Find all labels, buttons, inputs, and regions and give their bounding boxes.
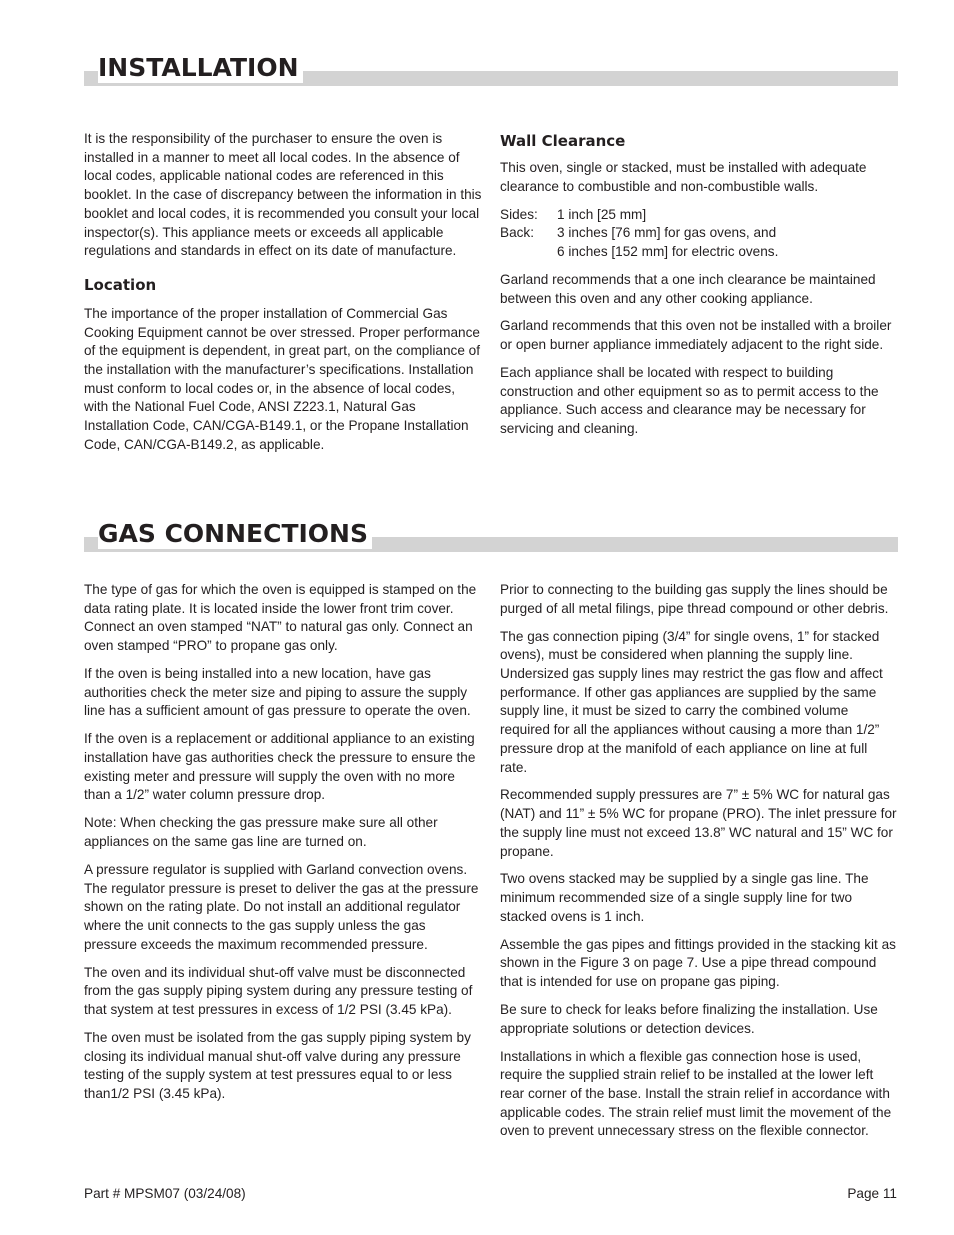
gas-note-paragraph: Note: When checking the gas pressure make sure all other appliances on the same gas line are turned on. [84,815,438,849]
sides-row [500,206,898,225]
gas-left-paragraph: The oven and its individual shut-off valve must be disconnected from the gas supply piping system during any pressure testing of that system at test pressures in excess of 1/2 PSI (3.45 kPa). [84,964,473,1017]
back-label: Back: [500,225,534,241]
gas-left-paragraph: If the oven is being installed into a new location, have gas authorities check the meter size and piping to assure the supply line has a sufficient amount of gas pressure to operate the oven. [84,666,471,719]
footer-part-number: Part # MPSM07 (03/24/08) [84,1186,246,1201]
footer-page-number: Page 11 [847,1186,897,1201]
gas-left-paragraph: A pressure regulator is supplied with Garland convection ovens. The regulator pressure is preset to deliver the gas at the pressure shown on the rating plate. Do not install an additional regulator where the unit connects to the gas supply unless the gas pressure exceeds the maximum recommended pressure. [84,861,479,952]
wall-clearance-paragraph-2: Garland recommends that a one inch clearance be maintained between this oven and any other cooking appliance. [500,271,876,306]
gas-left-paragraph: The type of gas for which the oven is equipped is stamped on the data rating plate. It is located inside the lower front trim cover. Connect an oven stamped “NAT” to natural gas only. Connect an oven stamped “PRO” to propane gas only. [84,582,477,654]
back-value-1: 3 inches [76 mm] for gas ovens, and [557,225,777,241]
wall-clearance-paragraph-4: Each appliance shall be located with respect to building construction and other equipment so as to permit access to the appliance. Such access and clearance may be necessary for servicing and cleaning. [500,365,879,437]
gas-right-paragraph: The gas connection piping (3/4” for single ovens, 1” for stacked ovens), must be considered when planning the supply line. Undersized gas supply lines may restrict the gas flow and affect performance. If other gas appliances are supplied by the same supply line, it must be sized to carry the combined volume required for all the appliances without causing a more than 1/2” pressure drop at the manifold of each appliance on line at full rate. [500,628,883,775]
wall-clearance-paragraph-3: Garland recommends that this oven not be installed with a broiler or open burner appliance immediately adjacent to the right side. [500,318,892,353]
gas-left-column [84,581,482,1113]
gas-right-paragraph: Installations in which a flexible gas connection hose is used, require the supplied strain relief to be installed at the lower left rear corner of the base. Install the strain relief in accordance with applicable codes. The strain relief must limit the movement of the oven to prevent unnecessary stress on the flexible connector. [500,1048,892,1139]
wall-clearance-heading: Wall Clearance [500,132,626,150]
installation-left-column [84,130,482,464]
installation-intro: It is the responsibility of the purchaser to ensure the oven is installed in a manner to meet all local codes. In the absence of local codes, applicable national codes are referenced in this booklet. In the case of discrepancy between the information in this booklet and local codes, it is recommended you consult your local inspector(s). This appliance meets or exceeds all applicable regulations and standards in effect on its date of manufacture. [84,131,482,259]
back-row [500,224,898,243]
gas-connections-header [84,512,898,552]
back-value-2: 6 inches [152 mm] for electric ovens. [557,244,779,259]
gas-left-paragraph: The oven must be isolated from the gas supply piping system by closing its individual manual shut-off valve during any pressure testing of the supply system at test pressures equal to or less than1/2 PSI (3.45 kPa). [84,1029,471,1101]
gas-right-paragraph: Prior to connecting to the building gas supply the lines should be purged of all metal filings, pipe thread compound or other debris. [500,582,889,616]
sides-label: Sides: [500,206,538,222]
installation-right-column [500,131,898,448]
wall-clearance-intro: This oven, single or stacked, must be installed with adequate clearance to combustible and non-combustible walls. [500,160,867,194]
location-heading: Location [84,275,157,294]
sides-value: 1 inch [25 mm] [557,206,647,222]
gas-right-paragraph: Be sure to check for leaks before finalizing the installation. Use appropriate solutions or detection devices. [500,1002,878,1036]
gas-right-paragraph: Two ovens stacked may be supplied by a single gas line. The minimum recommended size of a single supply line for two stacked ovens is 1 inch. [500,871,869,924]
location-text: The importance of the proper installation of Commercial Gas Cooking Equipment cannot be over stressed. Proper performance of the equipment is dependent, in great part, on the compliance of the installation with the manufacturer’s specifications. Installation must conform to local codes or, in the absence of local codes, with the National Fuel Code, ANSI Z223.1, Natural Gas Installation Code, CAN/CGA-B149.1, or the Propane Installation Code, CAN/CGA-B149.2, as applicable. [84,305,480,452]
gas-right-paragraph: Assemble the gas pipes and fittings provided in the stacking kit as shown in the Figure 3 on page 7. Use a pipe thread compound that is intended for use on propane gas piping. [500,936,896,990]
gas-right-column [500,581,898,1150]
back-row-continued [500,243,898,262]
installation-title: INSTALLATION [98,53,303,83]
gas-connections-title: GAS CONNECTIONS [98,519,372,549]
gas-left-paragraph: If the oven is a replacement or additional appliance to an existing installation have gas authorities check the pressure to ensure the existing meter and pressure will supply the oven with no more than a 1/2” water column pressure drop. [84,731,476,803]
installation-header [84,46,898,86]
gas-right-paragraph: Recommended supply pressures are 7” ± 5% WC for natural gas (NAT) and 11” ± 5% WC for propane (PRO). The inlet pressure for the supply line must not exceed 13.8” WC natural and 15” WC for propane. [500,787,897,859]
clearance-specs [500,206,898,262]
